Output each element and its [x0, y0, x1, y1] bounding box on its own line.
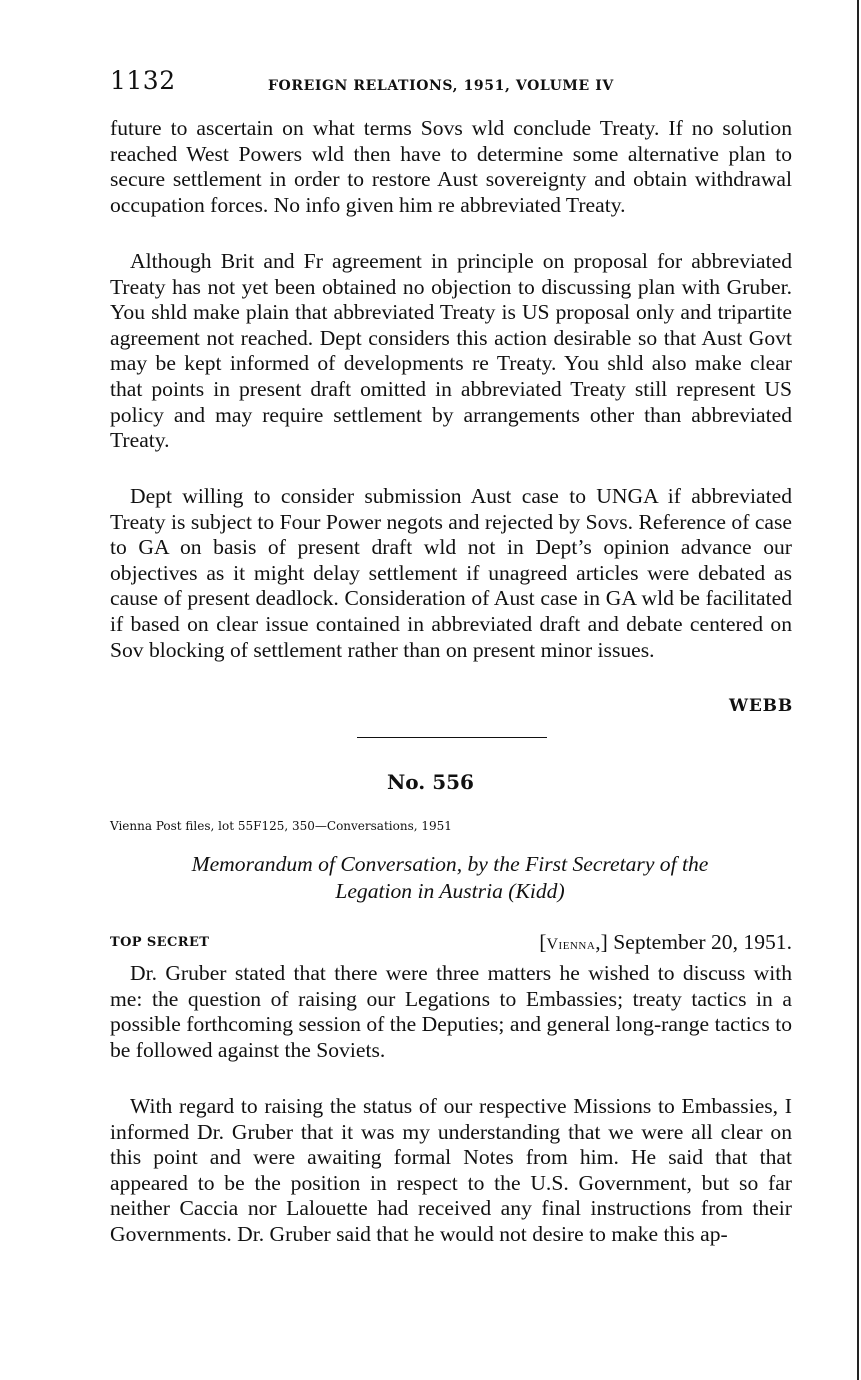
- continuation-paragraph-2: Although Brit and Fr agreement in principle on proposal for abbreviated Treaty has not yet been obtained no objection to discussing plan with Gruber. You shld make plain that abbreviated Treaty is US proposal only and tripartite agreement not reached. Dept considers this action desirable so that Aust Govt may be kept informed of developments re Treaty. You shld also make clear that points in present draft omitted in abbreviated Treaty still represent US policy and may require settlement by arrangements other than abbreviated Treaty.: [110, 249, 792, 453]
- memo-paragraph-2: With regard to raising the status of our respective Missions to Embassies, I informed Dr. Gruber that it was my understanding that we were all clear on this point and were awaiting formal Notes from him. He said that that appeared to be the position in respect to the U.S. Government, but so far neither Caccia nor Lalouette had received any final instructions from their Governments. Dr. Gruber said that he would not desire to make this ap-: [110, 1094, 792, 1246]
- page-edge-line: [857, 0, 859, 1380]
- dateline-place: Vienna: [546, 936, 596, 953]
- source-note: Vienna Post files, lot 55F125, 350—Conversations, 1951: [110, 819, 452, 833]
- dateline-date: ,] September 20, 1951.: [595, 930, 792, 954]
- running-head: FOREIGN RELATIONS, 1951, VOLUME IV: [268, 78, 614, 94]
- signature: WEBB: [729, 696, 793, 716]
- continuation-paragraph-1: future to ascertain on what terms Sovs wld conclude Treaty. If no solution reached West Powers wld then have to determine some alternative plan to secure settlement in order to restore Aust sovereignty and obtain withdrawal occupation forces. No info given him re abbreviated Treaty.: [110, 116, 792, 217]
- classification-marking: TOP SECRET: [110, 935, 210, 950]
- section-divider: [357, 737, 547, 738]
- memo-paragraph-1: Dr. Gruber stated that there were three matters he wished to discuss with me: the question of raising our Legations to Embassies; treaty tactics in a possible forthcoming session of the Deputies; and general long-range tactics to be followed against the Soviets.: [110, 961, 792, 1062]
- document-title-line-1: Memorandum of Conversation, by the First Secretary of the: [191, 852, 709, 876]
- document-number: No. 556: [387, 770, 474, 794]
- document-title-line-2: Legation in Austria (Kidd): [335, 879, 565, 903]
- document-title: [140, 851, 760, 905]
- continuation-paragraph-3: Dept willing to consider submission Aust case to UNGA if abbreviated Treaty is subject to Four Power negots and rejected by Sovs. Reference of case to GA on basis of present draft wld not in Dept’s opinion advance our objectives as it might delay settlement if unagreed articles were debated as cause of present deadlock. Consideration of Aust case in GA wld be facilitated if based on clear issue contained in abbreviated draft and debate centered on Sov blocking of settlement rather than on present minor issues.: [110, 484, 792, 662]
- dateline: [539, 930, 792, 955]
- dateline-open: [: [539, 930, 547, 954]
- page-header: [110, 66, 792, 106]
- page-number: 1132: [110, 66, 176, 95]
